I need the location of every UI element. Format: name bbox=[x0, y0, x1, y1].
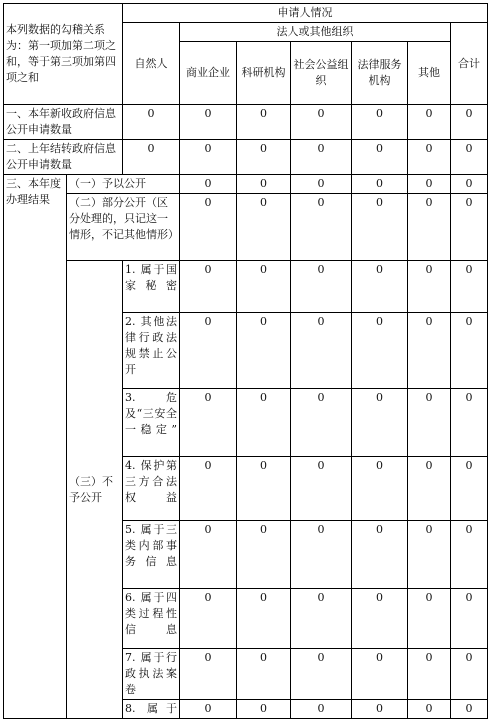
row-label: 5. 属于三类内部事务信息 bbox=[123, 521, 180, 589]
disclosure-table-wrapper bbox=[3, 3, 488, 719]
cell-value: 0 bbox=[291, 140, 352, 175]
cell-value: 0 bbox=[408, 175, 451, 194]
header-social: 社会公益组织 bbox=[291, 42, 352, 105]
header-other: 其他 bbox=[408, 42, 451, 105]
cell-value: 0 bbox=[237, 140, 291, 175]
cell-value: 0 bbox=[180, 194, 237, 261]
row-label: 二、上年结转政府信息公开申请数量 bbox=[4, 140, 123, 175]
cell-value: 0 bbox=[408, 194, 451, 261]
cell-value: 0 bbox=[451, 521, 488, 589]
cell-value: 0 bbox=[180, 105, 237, 140]
cell-value: 0 bbox=[237, 589, 291, 649]
cell-value: 0 bbox=[180, 313, 237, 389]
cell-value: 0 bbox=[408, 313, 451, 389]
cell-value: 0 bbox=[180, 140, 237, 175]
row-label: 7. 属于行政执法案卷 bbox=[123, 649, 180, 700]
cell-value: 0 bbox=[408, 649, 451, 700]
cell-value: 0 bbox=[291, 521, 352, 589]
cell-value: 0 bbox=[408, 140, 451, 175]
cell-value: 0 bbox=[352, 313, 408, 389]
cell-value: 0 bbox=[352, 649, 408, 700]
cell-value: 0 bbox=[180, 457, 237, 521]
row-label: 1. 属于国家秘密 bbox=[123, 261, 180, 313]
cell-value: 0 bbox=[180, 389, 237, 457]
cell-value: 0 bbox=[451, 175, 488, 194]
cell-value: 0 bbox=[123, 140, 180, 175]
header-applicant: 申请人情况 bbox=[123, 4, 488, 23]
cell-value: 0 bbox=[237, 194, 291, 261]
cell-value: 0 bbox=[352, 521, 408, 589]
cell-value: 0 bbox=[352, 175, 408, 194]
row-label: 6. 属于四类过程性信息 bbox=[123, 589, 180, 649]
cell-value: 0 bbox=[180, 700, 237, 719]
cell-value: 0 bbox=[291, 261, 352, 313]
cell-value: 0 bbox=[451, 313, 488, 389]
cell-value: 0 bbox=[451, 589, 488, 649]
cell-value: 0 bbox=[352, 194, 408, 261]
header-research: 科研机构 bbox=[237, 42, 291, 105]
cell-value: 0 bbox=[237, 105, 291, 140]
row-label-not-disclosed: （三）不予公开 bbox=[67, 261, 123, 719]
cell-value: 0 bbox=[451, 105, 488, 140]
cell-value: 0 bbox=[237, 649, 291, 700]
row-carried-over bbox=[4, 140, 488, 175]
cell-value: 0 bbox=[352, 140, 408, 175]
disclosure-table bbox=[3, 3, 488, 719]
header-legal-group: 法人或其他组织 bbox=[180, 23, 451, 42]
row-not-disclosed-1 bbox=[4, 261, 488, 313]
row-disclosed bbox=[4, 175, 488, 194]
cell-value: 0 bbox=[291, 313, 352, 389]
cell-value: 0 bbox=[180, 589, 237, 649]
header-row-1 bbox=[4, 4, 488, 23]
cell-value: 0 bbox=[352, 389, 408, 457]
cell-value: 0 bbox=[291, 589, 352, 649]
row-label: 2. 其他法律行政法规禁止公开 bbox=[123, 313, 180, 389]
header-corner: 本列数据的勾稽关系为：第一项加第二项之和，等于第三项加第四项之和 bbox=[4, 4, 123, 105]
cell-value: 0 bbox=[352, 105, 408, 140]
cell-value: 0 bbox=[291, 175, 352, 194]
cell-value: 0 bbox=[291, 700, 352, 719]
cell-value: 0 bbox=[123, 105, 180, 140]
cell-value: 0 bbox=[451, 457, 488, 521]
cell-value: 0 bbox=[180, 261, 237, 313]
cell-value: 0 bbox=[408, 589, 451, 649]
cell-value: 0 bbox=[291, 649, 352, 700]
cell-value: 0 bbox=[408, 700, 451, 719]
row-label: （二）部分公开（区分处理的，只记这一情形，不记其他情形） bbox=[67, 194, 180, 261]
cell-value: 0 bbox=[291, 105, 352, 140]
row-label: （一）予以公开 bbox=[67, 175, 180, 194]
header-total: 合计 bbox=[451, 23, 488, 105]
cell-value: 0 bbox=[451, 194, 488, 261]
cell-value: 0 bbox=[237, 389, 291, 457]
row-new-requests bbox=[4, 105, 488, 140]
cell-value: 0 bbox=[237, 313, 291, 389]
cell-value: 0 bbox=[180, 649, 237, 700]
row-label: 4. 保护第三方合法权益 bbox=[123, 457, 180, 521]
cell-value: 0 bbox=[352, 589, 408, 649]
cell-value: 0 bbox=[352, 261, 408, 313]
cell-value: 0 bbox=[291, 194, 352, 261]
cell-value: 0 bbox=[408, 521, 451, 589]
cell-value: 0 bbox=[237, 700, 291, 719]
header-commercial: 商业企业 bbox=[180, 42, 237, 105]
row-label: 3. 危及“三安全一稳定” bbox=[123, 389, 180, 457]
cell-value: 0 bbox=[237, 175, 291, 194]
cell-value: 0 bbox=[451, 700, 488, 719]
cell-value: 0 bbox=[408, 261, 451, 313]
cell-value: 0 bbox=[237, 261, 291, 313]
cell-value: 0 bbox=[237, 457, 291, 521]
cell-value: 0 bbox=[408, 389, 451, 457]
cell-value: 0 bbox=[352, 700, 408, 719]
header-legal-service: 法律服务机构 bbox=[352, 42, 408, 105]
cell-value: 0 bbox=[291, 457, 352, 521]
row-label-results: 三、本年度办理结果 bbox=[4, 175, 67, 719]
header-natural-person: 自然人 bbox=[123, 23, 180, 105]
cell-value: 0 bbox=[451, 649, 488, 700]
cell-value: 0 bbox=[451, 389, 488, 457]
cell-value: 0 bbox=[352, 457, 408, 521]
cell-value: 0 bbox=[408, 105, 451, 140]
cell-value: 0 bbox=[291, 389, 352, 457]
row-label: 一、本年新收政府信息公开申请数量 bbox=[4, 105, 123, 140]
cell-value: 0 bbox=[180, 521, 237, 589]
cell-value: 0 bbox=[408, 457, 451, 521]
cell-value: 0 bbox=[180, 175, 237, 194]
cell-value: 0 bbox=[237, 521, 291, 589]
row-label: 8. 属于 bbox=[123, 700, 180, 719]
cell-value: 0 bbox=[451, 140, 488, 175]
row-partially-disclosed bbox=[4, 194, 488, 261]
cell-value: 0 bbox=[451, 261, 488, 313]
